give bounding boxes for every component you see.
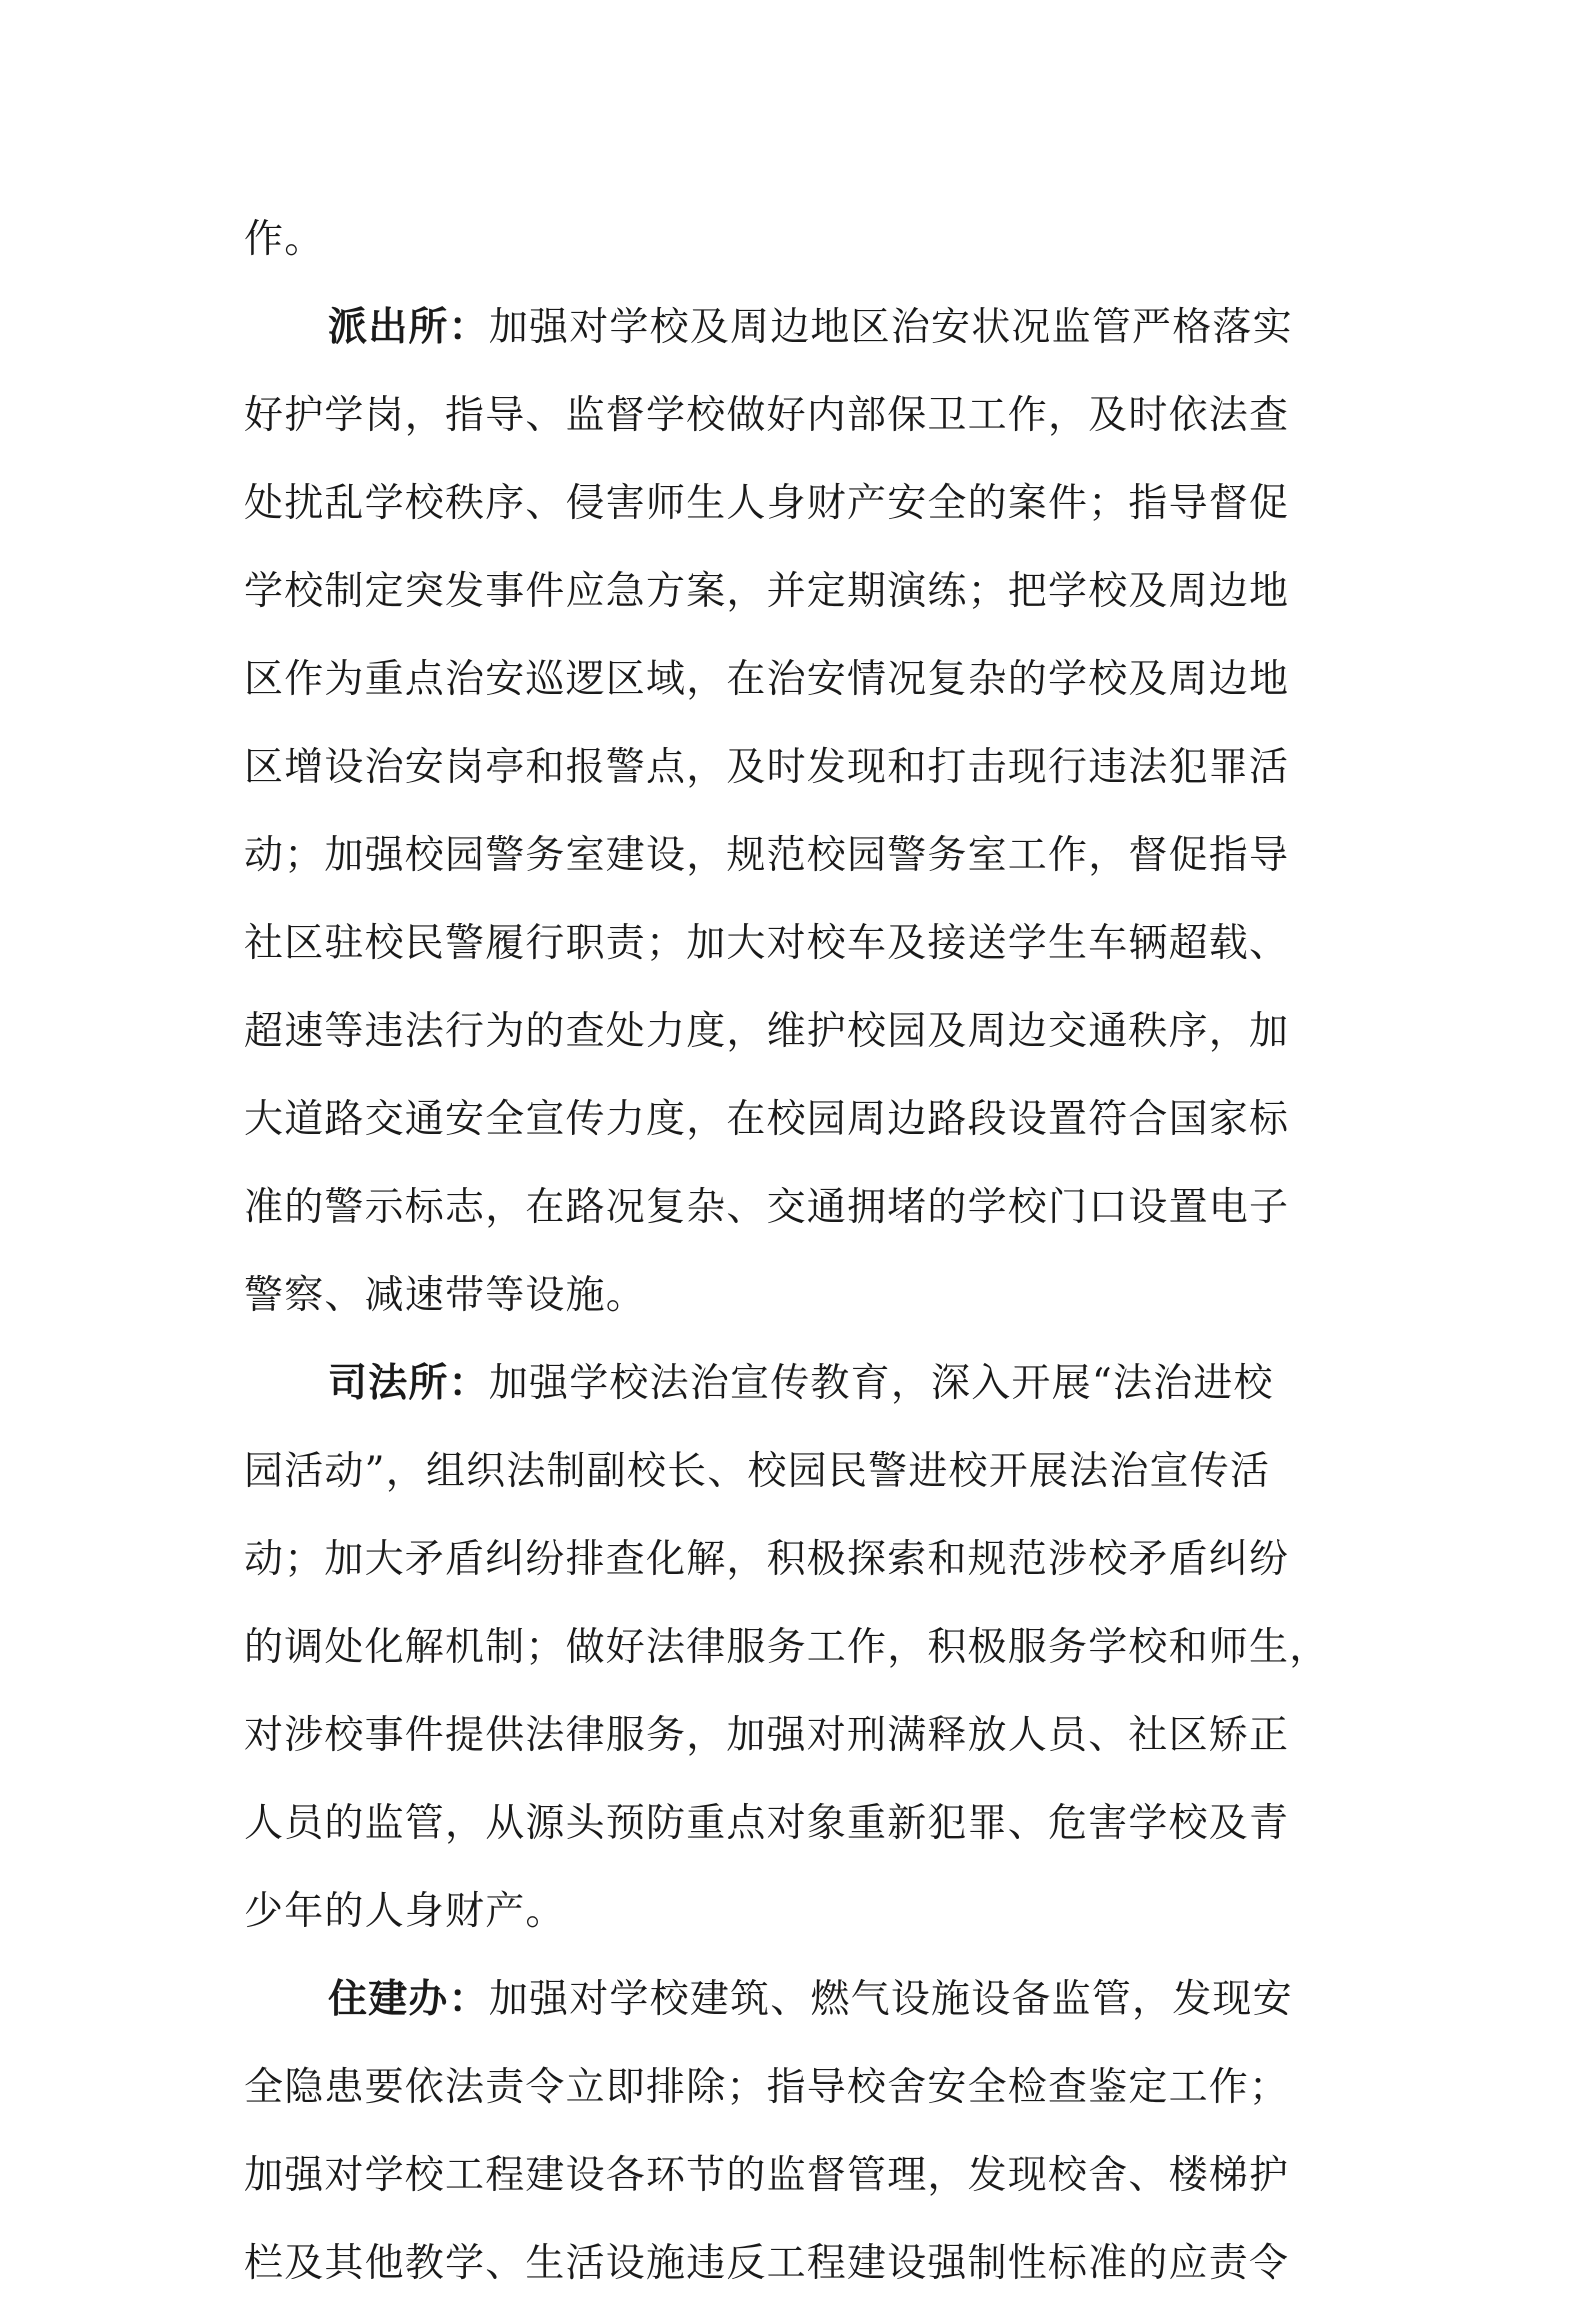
text-line: 加强对学校工程建设各环节的监督管理，发现校舍、楼梯护 [244,2153,1290,2198]
text-run: 加强学校法治宣传教育，深入开展“法治进校 [488,1361,1274,1406]
paragraph-first-line [244,284,1344,372]
text-line: 区增设治安岗亭和报警点，及时发现和打击现行违法犯罪活 [244,745,1290,790]
text-line: 全隐患要依法责令立即排除；指导校舍安全检查鉴定工作； [244,2065,1290,2110]
text-line: 社区驻校民警履行职责；加大对校车及接送学生车辆超载、 [244,921,1290,966]
text-line: 园活动”，组织法制副校长、校园民警进校开展法治宣传活 [244,1449,1271,1494]
text-line: 人员的监管，从源头预防重点对象重新犯罪、危害学校及青 [244,1801,1290,1846]
document-body [244,196,1344,2308]
text-line: 区作为重点治安巡逻区域，在治安情况复杂的学校及周边地 [244,657,1290,702]
text-line: 好护学岗，指导、监督学校做好内部保卫工作，及时依法查 [244,393,1290,438]
text-line: 动；加大矛盾纠纷排查化解，积极探索和规范涉校矛盾纠纷 [244,1537,1290,1582]
paragraph-first-line [244,1340,1344,1428]
section-heading-housing-construction-office: 住建办： [328,1977,489,2022]
text-line: 准的警示标志，在路况复杂、交通拥堵的学校门口设置电子 [244,1185,1290,1230]
text-line: 超速等违法行为的查处力度，维护校园及周边交通秩序，加 [244,1009,1290,1054]
text-line: 的调处化解机制；做好法律服务工作，积极服务学校和师生， [244,1625,1330,1670]
text-line: 处扰乱学校秩序、侵害师生人身财产安全的案件；指导督促 [244,481,1290,526]
text-line: 少年的人身财产。 [244,1889,566,1934]
text-line: 警察、减速带等设施。 [244,1273,647,1318]
text-line: 大道路交通安全宣传力度，在校园周边路段设置符合国家标 [244,1097,1290,1142]
text-run: 加强对学校建筑、燃气设施设备监管，发现安 [488,1977,1293,2022]
text-line: 动；加强校园警务室建设，规范校园警务室工作，督促指导 [244,833,1290,878]
text-run: 加强对学校及周边地区治安状况监管严格落实 [488,305,1293,350]
section-heading-police-station: 派出所： [328,305,489,350]
text-line: 作。 [244,217,325,262]
text-line: 对涉校事件提供法律服务，加强对刑满释放人员、社区矫正 [244,1713,1290,1758]
text-line: 栏及其他教学、生活设施违反工程建设强制性标准的应责令 [244,2241,1290,2286]
text-line: 学校制定突发事件应急方案，并定期演练；把学校及周边地 [244,569,1290,614]
paragraph-first-line [244,1956,1344,2044]
section-heading-judicial-office: 司法所： [328,1361,489,1406]
